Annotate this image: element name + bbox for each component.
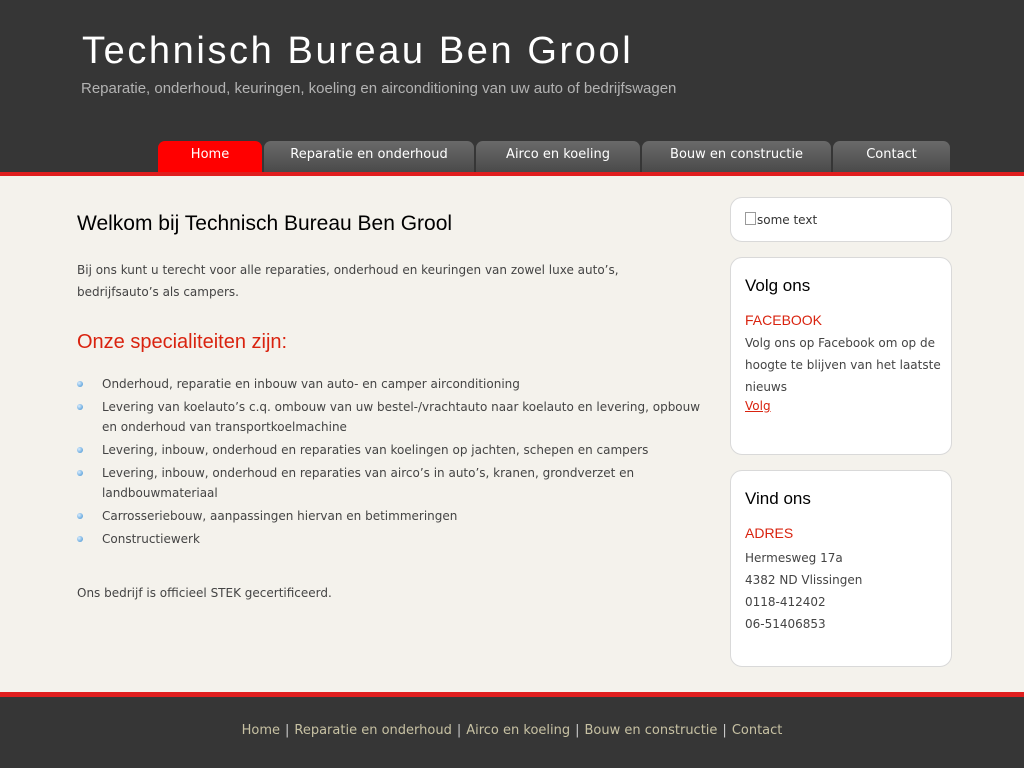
nav-item-contact[interactable]: Contact xyxy=(833,141,950,172)
footer-link-home[interactable]: Home xyxy=(241,723,280,738)
bullet-icon xyxy=(77,536,83,542)
main-nav xyxy=(0,141,1024,172)
bullet-icon xyxy=(77,513,83,519)
nav-item-airco[interactable]: Airco en koeling xyxy=(476,141,640,172)
intro-text: Bij ons kunt u terecht voor alle reparaties, onderhoud en keuringen van zowel luxe auto’s, bedrijfsauto’s als campers. xyxy=(77,263,619,299)
broken-image-icon xyxy=(745,212,756,225)
address-street: Hermesweg 17a xyxy=(745,551,843,565)
facebook-heading: FACEBOOK xyxy=(745,312,823,328)
nav-item-bouw[interactable]: Bouw en constructie xyxy=(642,141,831,172)
find-us-title: Vind ons xyxy=(745,489,811,508)
footer-link-contact[interactable]: Contact xyxy=(731,723,783,738)
footer-separator: | xyxy=(722,723,727,738)
sidebar-image-box xyxy=(730,197,952,242)
footer-separator: | xyxy=(285,723,290,738)
list-item: Levering, inbouw, onderhoud en reparaties van airco’s in auto’s, kranen, grondverzet en landbouwmateriaal xyxy=(77,463,707,503)
site-subtitle: Reparatie, onderhoud, keuringen, koeling en airconditioning van uw auto of bedrijfswagen xyxy=(81,80,677,97)
list-item: Levering van koelauto’s c.q. ombouw van uw bestel-/vrachtauto naar koelauto en levering, opbouw en onderhoud van transportkoelmachine xyxy=(77,397,707,437)
broken-image: some text xyxy=(745,212,817,227)
follow-us-box xyxy=(730,257,952,455)
footer-separator: | xyxy=(456,723,462,738)
mobile-number: 06-51406853 xyxy=(745,617,826,631)
footer-link-airco[interactable]: Airco en koeling xyxy=(466,723,571,738)
page-title: Welkom bij Technisch Bureau Ben Grool xyxy=(77,212,453,235)
list-item: Carrosseriebouw, aanpassingen hiervan en betimmeringen xyxy=(77,506,707,526)
footer-nav xyxy=(0,723,1024,738)
site-footer xyxy=(0,697,1024,768)
footer-link-bouw[interactable]: Bouw en constructie xyxy=(584,723,718,738)
list-item: Constructiewerk xyxy=(77,529,707,549)
bullet-icon xyxy=(77,447,83,453)
follow-us-title: Volg ons xyxy=(745,276,811,295)
specialties-list xyxy=(77,374,707,552)
bullet-icon xyxy=(77,404,83,410)
list-item: Levering, inbouw, onderhoud en reparaties van koelingen op jachten, schepen en campers xyxy=(77,440,707,460)
main-content xyxy=(0,176,1024,692)
bullet-icon xyxy=(77,381,83,387)
phone-number: 0118-412402 xyxy=(745,595,826,609)
follow-link[interactable]: Volg xyxy=(745,399,771,413)
footer-link-reparatie[interactable]: Reparatie en onderhoud xyxy=(294,723,452,738)
list-item: Onderhoud, reparatie en inbouw van auto- en camper airconditioning xyxy=(77,374,707,394)
stek-certification: Ons bedrijf is officieel STEK gecertificeerd. xyxy=(77,586,332,600)
footer-separator: | xyxy=(575,723,580,738)
follow-us-text: Volg ons op Facebook om op de hoogte te blijven van het laatste nieuws xyxy=(745,336,941,394)
site-title: Technisch Bureau Ben Grool xyxy=(82,30,634,72)
nav-item-reparatie[interactable]: Reparatie en onderhoud xyxy=(264,141,474,172)
site-header xyxy=(0,0,1024,172)
bullet-icon xyxy=(77,470,83,476)
nav-item-home[interactable]: Home xyxy=(158,141,262,172)
address-block xyxy=(745,547,943,635)
address-heading: ADRES xyxy=(745,525,794,541)
find-us-box xyxy=(730,470,952,667)
specialties-heading: Onze specialiteiten zijn: xyxy=(77,331,288,353)
address-city: 4382 ND Vlissingen xyxy=(745,573,863,587)
